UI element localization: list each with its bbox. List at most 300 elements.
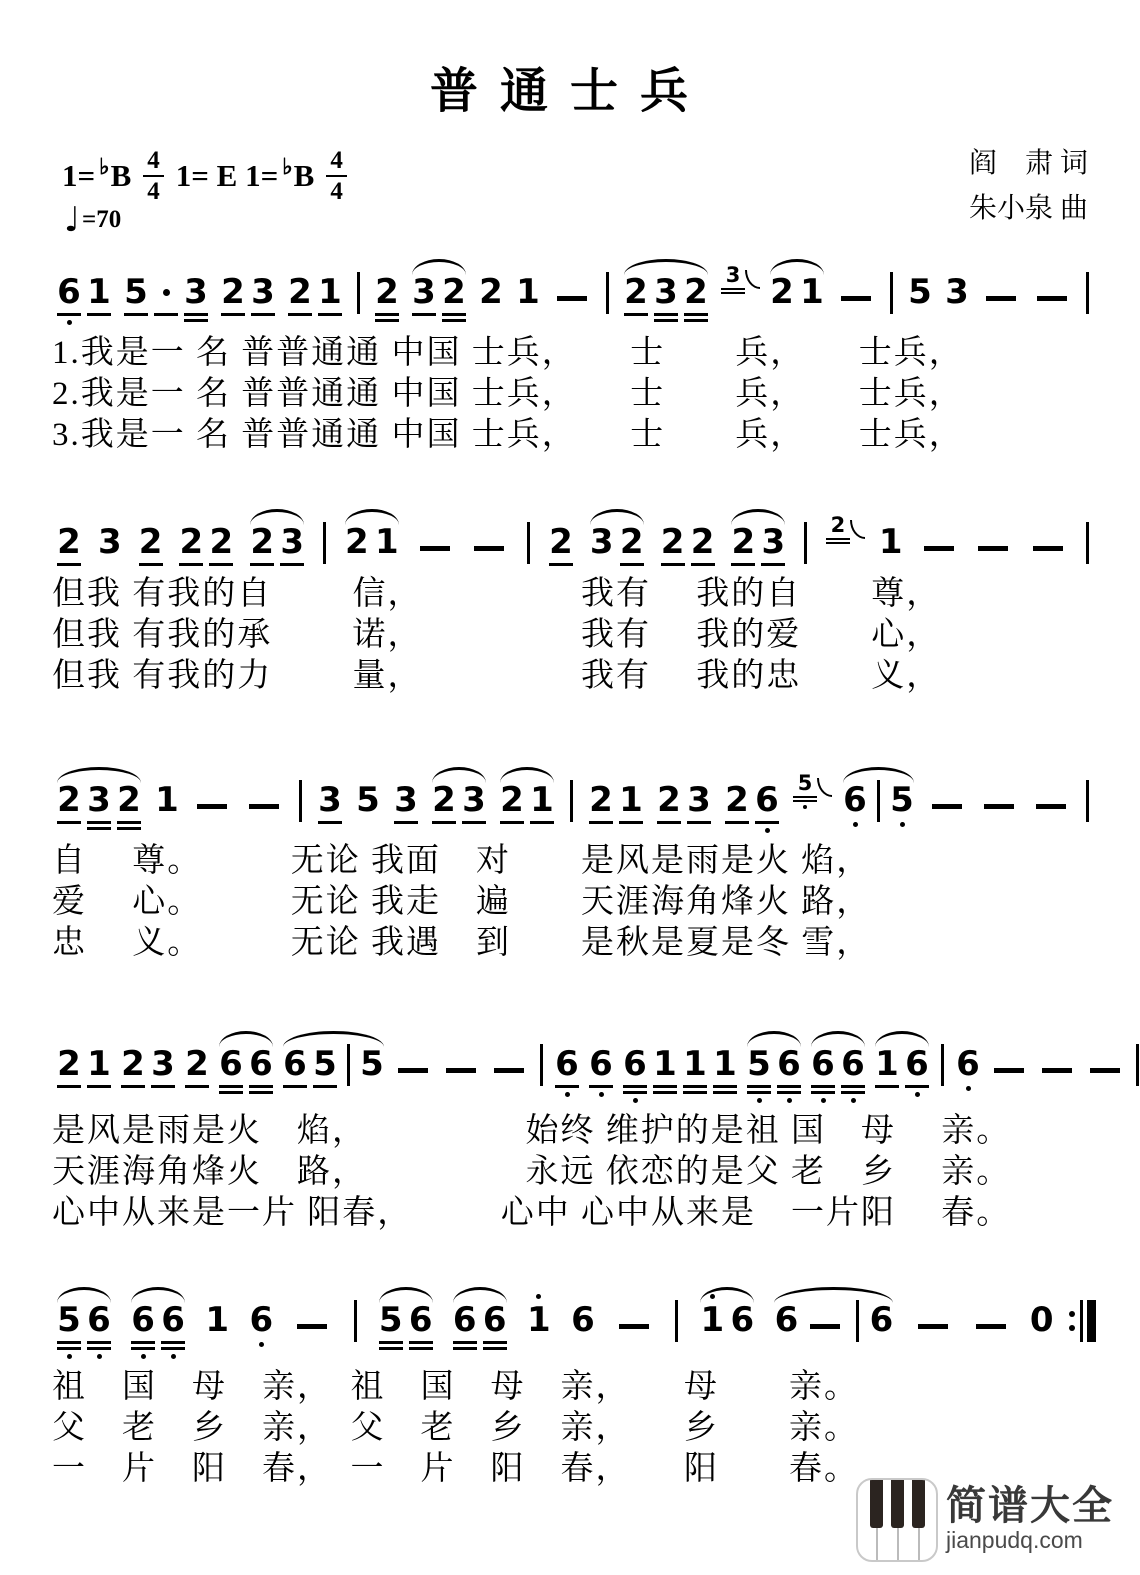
beam-line: [251, 313, 275, 316]
note-digit: 3: [687, 780, 711, 820]
beam-line: [619, 821, 643, 824]
note-group: [585, 514, 649, 566]
note-digit: 6: [249, 1044, 273, 1084]
note-digit: 2: [684, 272, 708, 312]
note: [84, 1036, 114, 1088]
beam-line: [250, 563, 274, 566]
beam-line: [185, 1085, 209, 1088]
note-digit: 2: [179, 522, 204, 562]
note-group: [619, 264, 713, 322]
time-sig-denominator: 4: [147, 178, 160, 205]
note-digit: 1: [527, 1300, 551, 1340]
note-digit: 6: [730, 1300, 755, 1340]
barline: [323, 522, 326, 564]
note-digit: 6: [589, 1044, 613, 1084]
beam-line: [777, 1091, 801, 1094]
slur-arc: [432, 767, 486, 783]
beam-line: [725, 821, 749, 824]
note-digit: 6: [57, 272, 81, 312]
slur-arc: [774, 1287, 893, 1303]
beam-line: [219, 1091, 243, 1094]
note: [752, 772, 782, 833]
beam-line: [184, 319, 208, 322]
slur-arc: [345, 509, 399, 525]
beam-line: [409, 1347, 433, 1350]
note-digit: 6: [283, 1044, 307, 1084]
note: [84, 264, 114, 316]
beam-line: [379, 1341, 403, 1344]
barline: [804, 522, 807, 564]
note-digit: 2: [660, 522, 685, 562]
note: [285, 264, 315, 316]
beam-line: [442, 319, 466, 322]
note: [684, 772, 714, 824]
note-group: [214, 1036, 278, 1094]
beam-line: [687, 821, 711, 824]
dash-hold: [1036, 804, 1066, 809]
note: [372, 264, 402, 322]
key-text: 1=: [62, 158, 96, 193]
note-digit: 6: [131, 1300, 155, 1340]
notation-row: [52, 246, 1096, 325]
note-group: [313, 772, 347, 824]
note-group: [522, 1292, 556, 1338]
note: [476, 264, 506, 310]
note-digit: 1: [653, 1044, 677, 1084]
beam-line: [713, 1085, 737, 1088]
note: [95, 514, 125, 560]
beam-line: [121, 1085, 145, 1088]
note: [248, 264, 278, 316]
repeat-dots: [1069, 1311, 1075, 1331]
beam-line: [826, 542, 850, 544]
barline: [540, 1044, 543, 1086]
note: [1027, 1292, 1057, 1338]
beam-line: [117, 827, 141, 830]
beam-line: [57, 1085, 81, 1088]
dash-hold: [918, 1324, 948, 1329]
barline: [527, 522, 530, 564]
black-key-icon: [891, 1480, 904, 1528]
low-octave-dot: [803, 805, 807, 809]
note-digit: 2: [549, 522, 573, 562]
note: [790, 762, 820, 809]
slur-arc: [379, 1287, 433, 1303]
note-group: [550, 1036, 584, 1097]
beam-line: [57, 821, 81, 824]
beam-line: [683, 1091, 707, 1094]
note-group: [495, 772, 559, 824]
beam-line: [87, 1085, 111, 1088]
low-octave-dot: [633, 1098, 638, 1103]
note-group: [407, 264, 471, 322]
beam-line: [462, 821, 486, 824]
beam-line: [721, 292, 745, 294]
note-digit: 6: [161, 1300, 185, 1340]
note: [353, 772, 383, 818]
note-group: [618, 1036, 742, 1103]
note-digit: 6: [774, 1300, 799, 1340]
note: [182, 1036, 212, 1088]
slur-arc: [57, 1287, 111, 1303]
note-group: [544, 514, 578, 566]
note-digit: 1: [713, 1044, 737, 1084]
note-digit: 5: [313, 1044, 337, 1084]
beam-line: [442, 313, 466, 316]
note: [823, 504, 853, 544]
low-octave-dot: [966, 1086, 971, 1091]
beam-line: [530, 821, 554, 824]
notation-row: [52, 496, 1096, 566]
beam-line: [841, 1091, 865, 1094]
beam-line: [57, 563, 81, 566]
note-digit: 2: [121, 1044, 145, 1084]
beam-line: [375, 313, 399, 316]
note-digit: 2: [479, 272, 503, 312]
beam-line: [683, 1085, 707, 1088]
dash-hold: [994, 1068, 1024, 1073]
barline: [890, 272, 893, 314]
piano-keys-icon: [856, 1478, 938, 1562]
beam-line: [453, 1341, 477, 1344]
note-digit: 2: [57, 522, 81, 562]
dash-hold: [494, 1068, 524, 1073]
dash-hold: [932, 804, 962, 809]
note: [616, 772, 646, 824]
beam-line: [87, 313, 111, 316]
note-group: [765, 264, 829, 310]
lyrics-block: [52, 841, 1096, 964]
beam-line: [209, 563, 233, 566]
slur-arc: [500, 767, 554, 783]
beam-line: [154, 313, 178, 316]
barline: [299, 780, 302, 822]
note-digit: 3: [318, 780, 342, 820]
note-digit: 6: [249, 1300, 274, 1340]
low-octave-dot: [141, 1354, 146, 1359]
barline: [1086, 780, 1089, 822]
note-group: [52, 264, 116, 325]
beam-line: [318, 313, 342, 316]
note: [586, 772, 616, 824]
note-digit: 6: [482, 1300, 507, 1340]
beam-line: [555, 1085, 579, 1088]
beam-line: [713, 1091, 737, 1094]
grace-note-group: [716, 254, 762, 294]
note-digit: 2: [221, 272, 245, 312]
note-group: [134, 514, 168, 566]
beam-line: [375, 319, 399, 322]
dash-hold: [924, 546, 954, 551]
note-digit: 1: [619, 780, 643, 820]
beam-line: [139, 563, 163, 566]
beam-line: [161, 1347, 185, 1350]
note: [722, 772, 752, 824]
note-digit: 2: [624, 272, 648, 312]
time-signature: [143, 148, 164, 204]
note-group: [720, 772, 784, 833]
dash-hold: [976, 1324, 1006, 1329]
note-digit: 2: [138, 522, 163, 562]
slur-arc: [250, 509, 304, 525]
note-group: [283, 264, 347, 316]
grace-note-group: [788, 762, 834, 809]
note: [54, 1036, 84, 1088]
note-digit: 2: [500, 780, 524, 820]
note-digit: 6: [452, 1300, 477, 1340]
note-group: [150, 772, 184, 818]
beam-line: [57, 1347, 81, 1350]
note-group: [52, 772, 146, 830]
lyric-line: 但我 有我的力 量， 我有 我的忠 义，: [52, 658, 942, 694]
notation-row: [52, 754, 1096, 833]
music-system-5: [52, 1274, 1096, 1490]
beam-line: [432, 821, 456, 824]
dash-hold: [984, 804, 1014, 809]
beam-line: [731, 563, 755, 566]
beam-line: [761, 563, 785, 566]
beam-line: [131, 1341, 155, 1344]
lyric-line: 但我 有我的自 信， 我有 我的自 尊，: [52, 576, 942, 612]
note-group: [874, 514, 908, 560]
low-octave-dot: [757, 1098, 762, 1103]
note-digit: 2: [619, 522, 644, 562]
barline: [606, 272, 609, 314]
beam-line: [288, 313, 312, 316]
note-digit: 2: [725, 780, 749, 820]
note-digit: 2: [657, 780, 681, 820]
note-digit: 0: [1029, 1300, 1054, 1340]
tempo-marking: [64, 200, 121, 240]
note-digit: 2: [830, 513, 846, 537]
note-digit: 3: [462, 780, 486, 820]
note-group: [245, 514, 309, 566]
note-digit: 1: [87, 272, 111, 312]
key-divider: [897, 1528, 899, 1560]
beam-line: [131, 1347, 155, 1350]
lyricist-credit: 阎 肃 词: [968, 148, 1088, 179]
low-octave-dot: [565, 1092, 570, 1097]
beam-line: [684, 313, 708, 316]
beam-line: [620, 563, 644, 566]
notation-row: [52, 1274, 1096, 1359]
lyric-line: 天涯海角烽火 路， 永远 依恋的是父 老 乡 亲。: [52, 1154, 1012, 1190]
dash-hold: [841, 296, 871, 301]
quarter-note-icon: ♩: [64, 200, 81, 240]
note-group: [351, 772, 385, 818]
end-repeat-barline: [1069, 1300, 1096, 1342]
note-group: [93, 514, 127, 560]
note: [202, 1292, 232, 1338]
note: [136, 514, 166, 566]
note-group: [370, 264, 404, 322]
note-digit: 3: [761, 522, 786, 562]
note-digit: 1: [875, 1044, 899, 1084]
beam-line: [691, 563, 715, 566]
note-digit: 6: [87, 1300, 111, 1340]
lyric-line: 忠 义。 无论 我遇 到 是秋是夏是冬 雪，: [52, 925, 872, 961]
note-digit: 3: [725, 263, 741, 287]
note: [151, 264, 181, 316]
beam-line: [313, 1085, 337, 1088]
note-group: [940, 264, 974, 310]
beam-line: [549, 563, 573, 566]
slur-arc: [219, 1031, 273, 1047]
low-octave-dot: [853, 822, 858, 827]
barline: [354, 1300, 357, 1342]
note: [152, 772, 182, 818]
note-digit: 3: [184, 272, 208, 312]
beam-line: [221, 313, 245, 316]
note: [680, 1036, 710, 1094]
barline: [347, 1044, 350, 1086]
beam-line: [793, 796, 817, 798]
note-digit: 6: [905, 1044, 929, 1084]
beam-line: [747, 1091, 771, 1094]
dash-hold: [1042, 1068, 1072, 1073]
note: [876, 514, 906, 560]
slur-arc: [731, 509, 785, 525]
beam-line: [826, 538, 850, 540]
note-digit: 6: [956, 1044, 980, 1084]
note-group: [374, 1292, 438, 1350]
low-octave-dot: [821, 1098, 826, 1103]
beam-line: [657, 821, 681, 824]
note: [586, 1036, 616, 1097]
beam-line: [87, 821, 111, 824]
music-system-3: [52, 754, 1096, 964]
beam-line: [87, 827, 111, 830]
note-digit: 6: [843, 780, 867, 820]
beam-line: [875, 1085, 899, 1088]
note-group: [1025, 1292, 1059, 1338]
beam-line: [219, 1085, 243, 1088]
barline: [1086, 272, 1089, 314]
beam-line: [500, 821, 524, 824]
note: [688, 514, 718, 566]
note-digit: 5: [124, 272, 148, 312]
note-group: [951, 1036, 985, 1091]
barline: [1136, 1044, 1139, 1086]
brand-domain: jianpudq.com: [946, 1527, 1083, 1554]
dash-hold: [557, 296, 587, 301]
note-group: [180, 1036, 214, 1088]
note-digit: 1: [155, 780, 179, 820]
dash-hold: [297, 1324, 327, 1329]
note-group: [200, 1292, 234, 1338]
note-digit: 2: [209, 522, 234, 562]
slur-arc: [57, 767, 141, 783]
note-group: [340, 514, 404, 560]
high-octave-dot: [536, 1294, 541, 1299]
note-digit: 3: [945, 272, 969, 312]
note: [176, 514, 206, 566]
note-group: [656, 514, 720, 566]
note-digit: 5: [890, 780, 914, 820]
note-group: [695, 1292, 759, 1338]
repeat-dot: [1069, 1311, 1075, 1317]
note-group: [244, 1292, 278, 1347]
dash-hold: [619, 1324, 649, 1329]
note-group: [216, 264, 280, 316]
site-logo: [856, 1478, 1114, 1562]
beam-line: [777, 1085, 801, 1088]
beam-line: [483, 1347, 507, 1350]
note-group: [474, 264, 508, 310]
beam-line: [721, 288, 745, 290]
slur-arc: [283, 1031, 384, 1047]
thick-barline: [1087, 1300, 1096, 1342]
grace-note-group: [821, 504, 867, 544]
lyric-line: 心中从来是一片 阳春， 心中 心中从来是 一片阳 春。: [52, 1195, 1012, 1231]
beam-line: [589, 821, 613, 824]
beam-line: [755, 821, 779, 824]
note: [953, 1036, 983, 1091]
note-group: [448, 1292, 512, 1350]
note-digit: 1: [318, 272, 342, 312]
note-group: [742, 1036, 806, 1103]
note: [650, 1036, 680, 1094]
note-group: [427, 772, 491, 824]
lyric-line: 一 片 阳 春， 一 片 阳 春， 阳 春。: [52, 1451, 859, 1487]
note: [391, 772, 421, 824]
lyric-line: 但我 有我的承 诺， 我有 我的爱 心，: [52, 617, 942, 653]
note-digit: 5: [747, 1044, 771, 1084]
note-group: [584, 1036, 618, 1097]
beam-line: [87, 1341, 111, 1344]
note: [54, 264, 84, 325]
note-digit: 2: [57, 780, 81, 820]
note-group: [584, 772, 648, 824]
low-octave-dot: [171, 1354, 176, 1359]
note-digit: 3: [87, 780, 111, 820]
note-digit: 2: [185, 1044, 209, 1084]
note-digit: 2: [432, 780, 456, 820]
black-key-icon: [912, 1480, 925, 1528]
slur-arc: [624, 259, 708, 275]
barline: [877, 780, 880, 822]
time-sig-denominator: 4: [330, 178, 343, 205]
time-sig-numerator: 4: [326, 148, 347, 177]
note-digit: 3: [151, 1044, 175, 1084]
dash-hold: [446, 1068, 476, 1073]
note: [658, 514, 688, 566]
note: [206, 514, 236, 566]
key-divider: [876, 1528, 878, 1560]
note: [513, 264, 543, 310]
barline: [357, 272, 360, 314]
beam-line: [409, 1341, 433, 1344]
beam-line: [249, 1085, 273, 1088]
beam-line: [283, 1085, 307, 1088]
note: [315, 264, 345, 316]
dash-hold: [474, 546, 504, 551]
note-group: [174, 514, 238, 566]
note-digit: 1: [87, 1044, 111, 1084]
beam-line: [483, 1341, 507, 1344]
lyric-line: 爱 心。 无论 我走 遍 天涯海角烽火 路，: [52, 884, 872, 920]
note-group: [769, 1292, 898, 1342]
dash-hold: [398, 1068, 428, 1073]
barline: [1086, 522, 1089, 564]
note-group: [566, 1292, 600, 1338]
beam-line: [654, 313, 678, 316]
beam-line: [905, 1085, 929, 1088]
note-digit: 1: [683, 1044, 707, 1084]
key-text: 1= E 1=: [175, 158, 279, 193]
beam-line: [57, 1341, 81, 1344]
note-digit: 5: [57, 1300, 81, 1340]
